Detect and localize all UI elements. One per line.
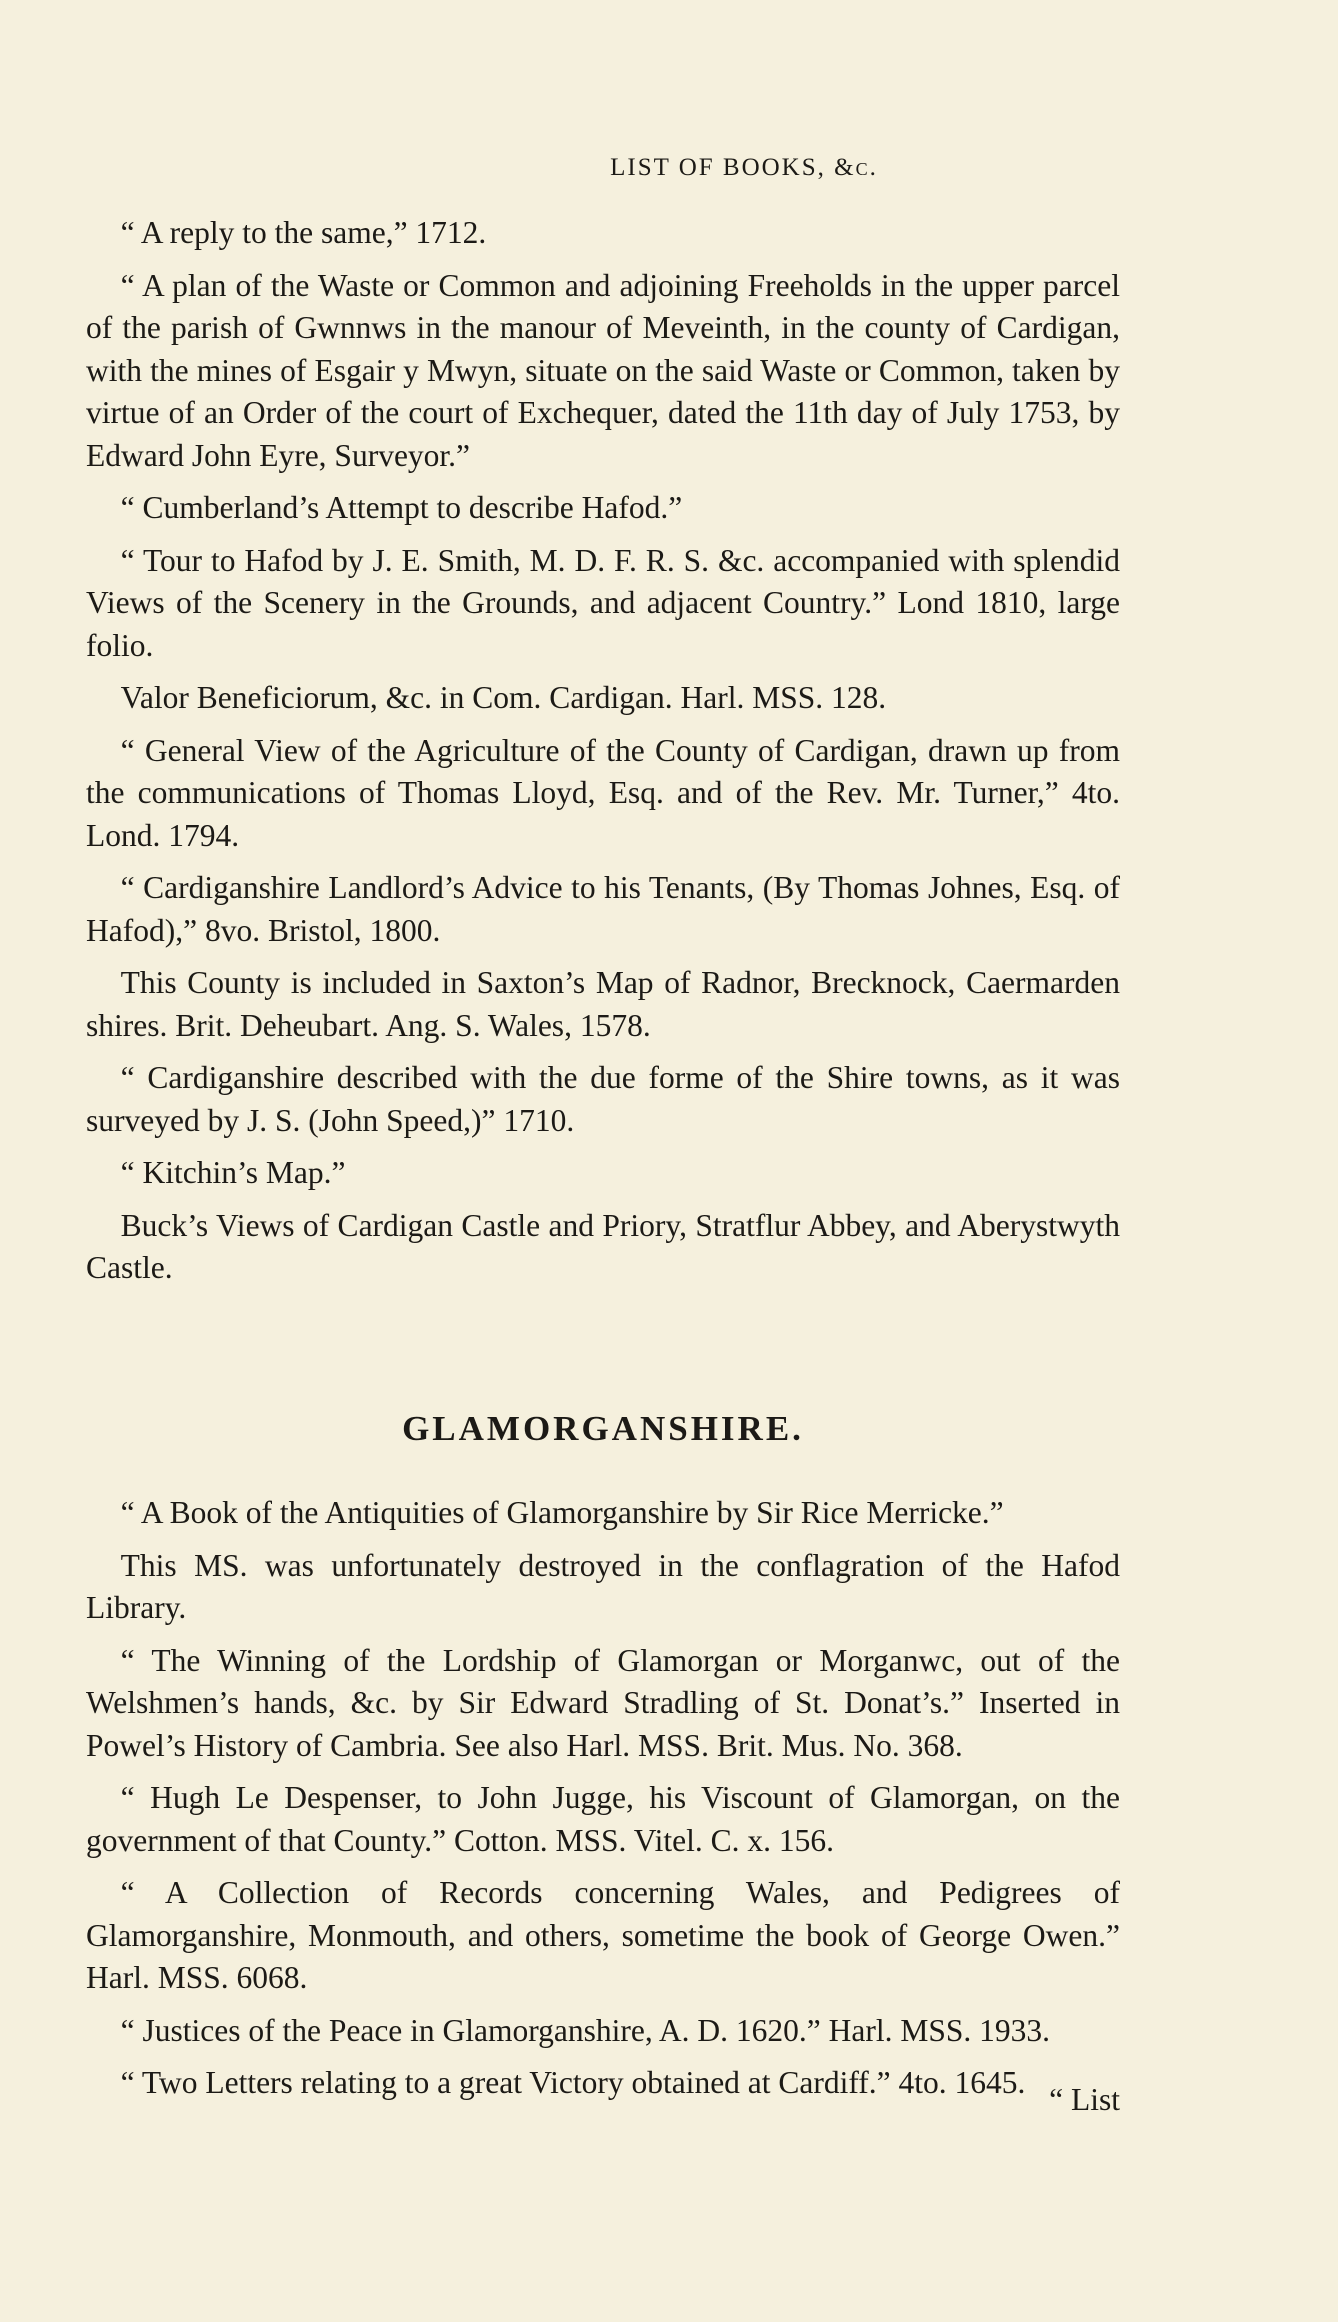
entry-landlords-advice: “ Cardiganshire Landlord’s Advice to his Tenants, (By Thomas Johnes, Esq. of Hafod),” 8vo. Bristol, 1800. <box>86 870 1120 948</box>
entry-antiquities-glamorganshire: “ A Book of the Antiquities of Glamorganshire by Sir Rice Merricke.” <box>120 1495 1004 1530</box>
entry-reply-1712: “ A reply to the same,” 1712. <box>120 215 487 250</box>
entry-valor-beneficiorum: Valor Beneficiorum, &c. in Com. Cardigan. Harl. MSS. 128. <box>120 680 887 715</box>
entry-winning-of-lordship: “ The Winning of the Lordship of Glamorgan or Morganwc, out of the Welshmen’s hands, &c. by Sir Edward Stradling of St. Donat’s.” Inserted in Powel’s History of Cambria. See also Harl. MSS. Brit. Mus. No. 368. <box>86 1642 1120 1763</box>
entry-kitchins-map: “ Kitchin’s Map.” <box>120 1155 346 1190</box>
entry-justices-of-peace: “ Justices of the Peace in Glamorganshire, A. D. 1620.” Harl. MSS. 1933. <box>120 2012 1051 2048</box>
entry-collection-of-records: “ A Collection of Records concerning Wales, and Pedigrees of Glamorganshire, Monmouth, and others, sometime the book of George Owen.” Harl. MSS. 6068. <box>86 1875 1120 1995</box>
entry-saxtons-map: This County is included in Saxton’s Map of Radnor, Brecknock, Caermarden shires. Brit. Deheubart. Ang. S. Wales, 1578. <box>86 965 1120 1043</box>
entry-ms-destroyed: This MS. was unfortunately destroyed in the conflagration of the Hafod Library. <box>86 1547 1120 1625</box>
entry-bucks-views: Buck’s Views of Cardigan Castle and Priory, Stratflur Abbey, and Aberystwyth Castle. <box>86 1207 1120 1285</box>
entry-speed-cardiganshire: “ Cardiganshire described with the due forme of the Shire towns, as it was surveyed by J. S. (John Speed,)” 1710. <box>86 1060 1120 1138</box>
entry-tour-to-hafod: “ Tour to Hafod by J. E. Smith, M. D. F. R. S. &c. accompanied with splendid Views of the Scenery in the Grounds, and adjacent Country.” Lond 1810, large folio. <box>86 542 1120 663</box>
section-heading-glamorganshire: GLAMORGANSHIRE. <box>402 1408 804 1448</box>
entry-two-letters-cardiff: “ Two Letters relating to a great Victory obtained at Cardiff.” 4to. 1645. <box>120 2065 1026 2100</box>
body-text <box>86 212 1120 2115</box>
running-head: LIST OF BOOKS, &c. <box>610 154 878 181</box>
entry-plan-of-waste: “ A plan of the Waste or Common and adjoining Freeholds in the upper parcel of the parish of Gwnnws in the manour of Meveinth, in the county of Cardigan, with the mines of Esgair y Mwyn, situate on the said Waste or Common, taken by virtue of an Order of the court of Exchequer, dated the 11th day of July 1753, by Edward John Eyre, Surveyor.” <box>86 267 1120 473</box>
entry-cumberland-attempt: “ Cumberland’s Attempt to describe Hafod.” <box>120 490 683 525</box>
entry-hugh-le-despenser: “ Hugh Le Despenser, to John Jugge, his Viscount of Glamorgan, on the government of that County.” Cotton. MSS. Vitel. C. x. 156. <box>86 1780 1120 1858</box>
catchword: “ List <box>1049 2082 1120 2117</box>
entry-general-view-agriculture: “ General View of the Agriculture of the County of Cardigan, drawn up from the communications of Thomas Lloyd, Esq. and of the Rev. Mr. Turner,” 4to. Lond. 1794. <box>86 732 1120 853</box>
